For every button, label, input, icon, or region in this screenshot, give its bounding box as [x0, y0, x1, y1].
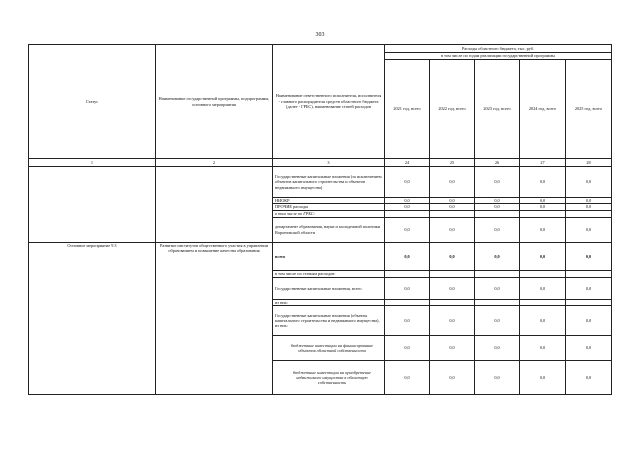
- value-cell: 0,0: [520, 361, 566, 395]
- value-cell: 0,0: [520, 167, 566, 198]
- row-label: в том числе по статьям расходов:: [273, 270, 385, 277]
- budget-table: [28, 44, 612, 395]
- value-cell: 0,0: [385, 336, 430, 361]
- row-label: из них:: [273, 299, 385, 305]
- value-cell: 0,0: [566, 277, 612, 299]
- value-cell: 0,0: [520, 204, 566, 210]
- row-label: бюджетные инвестиции на приобретение недвижимого имущества в областную собственность: [273, 361, 385, 395]
- table-row: [29, 167, 612, 198]
- header-expenses: Расходы областного бюджета, тыс. руб.: [385, 45, 612, 53]
- value-cell: 0,0: [566, 306, 612, 336]
- value-cell: 0,0: [566, 242, 612, 270]
- value-cell: [475, 210, 520, 217]
- column-number: 28: [566, 159, 612, 167]
- column-number: 25: [430, 159, 475, 167]
- value-cell: 0,0: [385, 306, 430, 336]
- value-cell: 0,0: [475, 306, 520, 336]
- value-cell: [385, 270, 430, 277]
- value-cell: 0,0: [385, 167, 430, 198]
- value-cell: 0,0: [430, 167, 475, 198]
- value-cell: 0,0: [566, 336, 612, 361]
- value-cell: 0,0: [385, 204, 430, 210]
- header-status: Статус: [29, 45, 156, 159]
- row-label: департамент образования, науки и молодежной политики Воронежской области: [273, 217, 385, 242]
- value-cell: [566, 270, 612, 277]
- row-label: в том числе по ГРБС:: [273, 210, 385, 217]
- column-number: 1: [29, 159, 156, 167]
- value-cell: 0,0: [475, 198, 520, 204]
- row-label: Государственные капитальные вложения (объекты капитального строительства и недвижимого имущества), из них:: [273, 306, 385, 336]
- value-cell: 0,0: [566, 167, 612, 198]
- value-cell: [430, 210, 475, 217]
- value-cell: [475, 270, 520, 277]
- column-number: 2: [156, 159, 273, 167]
- value-cell: 0,0: [566, 361, 612, 395]
- value-cell: 0,0: [566, 198, 612, 204]
- header-year: 2021 год, всего: [385, 60, 430, 159]
- value-cell: [566, 210, 612, 217]
- row-label: Государственные капитальные вложения (за исключением объектов капитального строительства и объектов недвижимого имущества): [273, 167, 385, 198]
- value-cell: [520, 270, 566, 277]
- value-cell: 0,0: [385, 198, 430, 204]
- column-number: 26: [475, 159, 520, 167]
- value-cell: 0,0: [430, 204, 475, 210]
- value-cell: [520, 210, 566, 217]
- header-program-name: Наименование государственной программы, подпрограммы, основного мероприятия: [156, 45, 273, 159]
- value-cell: 0,0: [520, 336, 566, 361]
- header-year: 2024 год, всего: [520, 60, 566, 159]
- value-cell: 0,0: [475, 361, 520, 395]
- program-cell-empty: [156, 167, 273, 243]
- value-cell: 0,0: [385, 277, 430, 299]
- row-label: ПРОЧИЕ расходы: [273, 204, 385, 210]
- value-cell: 0,0: [566, 204, 612, 210]
- column-number: 27: [520, 159, 566, 167]
- table-row: [29, 242, 612, 270]
- value-cell: 0,0: [430, 336, 475, 361]
- value-cell: 0,0: [430, 198, 475, 204]
- header-executor: Наименование ответственного исполнителя, исполнителя - главного распорядителя средств областного бюджета (далее - ГРБС), наименование статей расходов: [273, 45, 385, 159]
- value-cell: 0,0: [475, 204, 520, 210]
- header-year: 2023 год, всего: [475, 60, 520, 159]
- value-cell: 0,0: [475, 336, 520, 361]
- value-cell: 0,0: [520, 242, 566, 270]
- value-cell: 0,0: [520, 306, 566, 336]
- status-cell-empty: [29, 167, 156, 243]
- value-cell: 0,0: [475, 167, 520, 198]
- value-cell: 0,0: [475, 277, 520, 299]
- header-year: 2025 год, всего: [566, 60, 612, 159]
- value-cell: 0,0: [385, 242, 430, 270]
- value-cell: [385, 210, 430, 217]
- value-cell: 0,0: [385, 361, 430, 395]
- value-cell: 0,0: [430, 242, 475, 270]
- value-cell: 0,0: [475, 242, 520, 270]
- value-cell: 0,0: [430, 277, 475, 299]
- value-cell: 0,0: [520, 198, 566, 204]
- event-status: Основное мероприятие 9.3: [29, 242, 156, 394]
- page-number: 303: [315, 32, 325, 38]
- value-cell: 0,0: [385, 217, 430, 242]
- value-cell: 0,0: [430, 306, 475, 336]
- value-cell: 0,0: [520, 277, 566, 299]
- row-label: Государственные капитальные вложения, всего: [273, 277, 385, 299]
- event-name: Развитие институтов общественного участия в управлении образованием и повышение качества образования: [156, 242, 273, 394]
- value-cell: 0,0: [430, 217, 475, 242]
- row-label: НИОКР: [273, 198, 385, 204]
- column-number-row: [29, 159, 612, 167]
- value-cell: 0,0: [475, 217, 520, 242]
- column-number: 24: [385, 159, 430, 167]
- value-cell: 0,0: [566, 217, 612, 242]
- value-cell: [430, 270, 475, 277]
- value-cell: 0,0: [520, 217, 566, 242]
- row-label: всего: [273, 242, 385, 270]
- row-label: бюджетные инвестиции на финансирование объектов областной собственности: [273, 336, 385, 361]
- header-year: 2022 год, всего: [430, 60, 475, 159]
- value-cell: 0,0: [430, 361, 475, 395]
- column-number: 3: [273, 159, 385, 167]
- header-by-years: в том числе по годам реализации государственной программы: [385, 53, 612, 60]
